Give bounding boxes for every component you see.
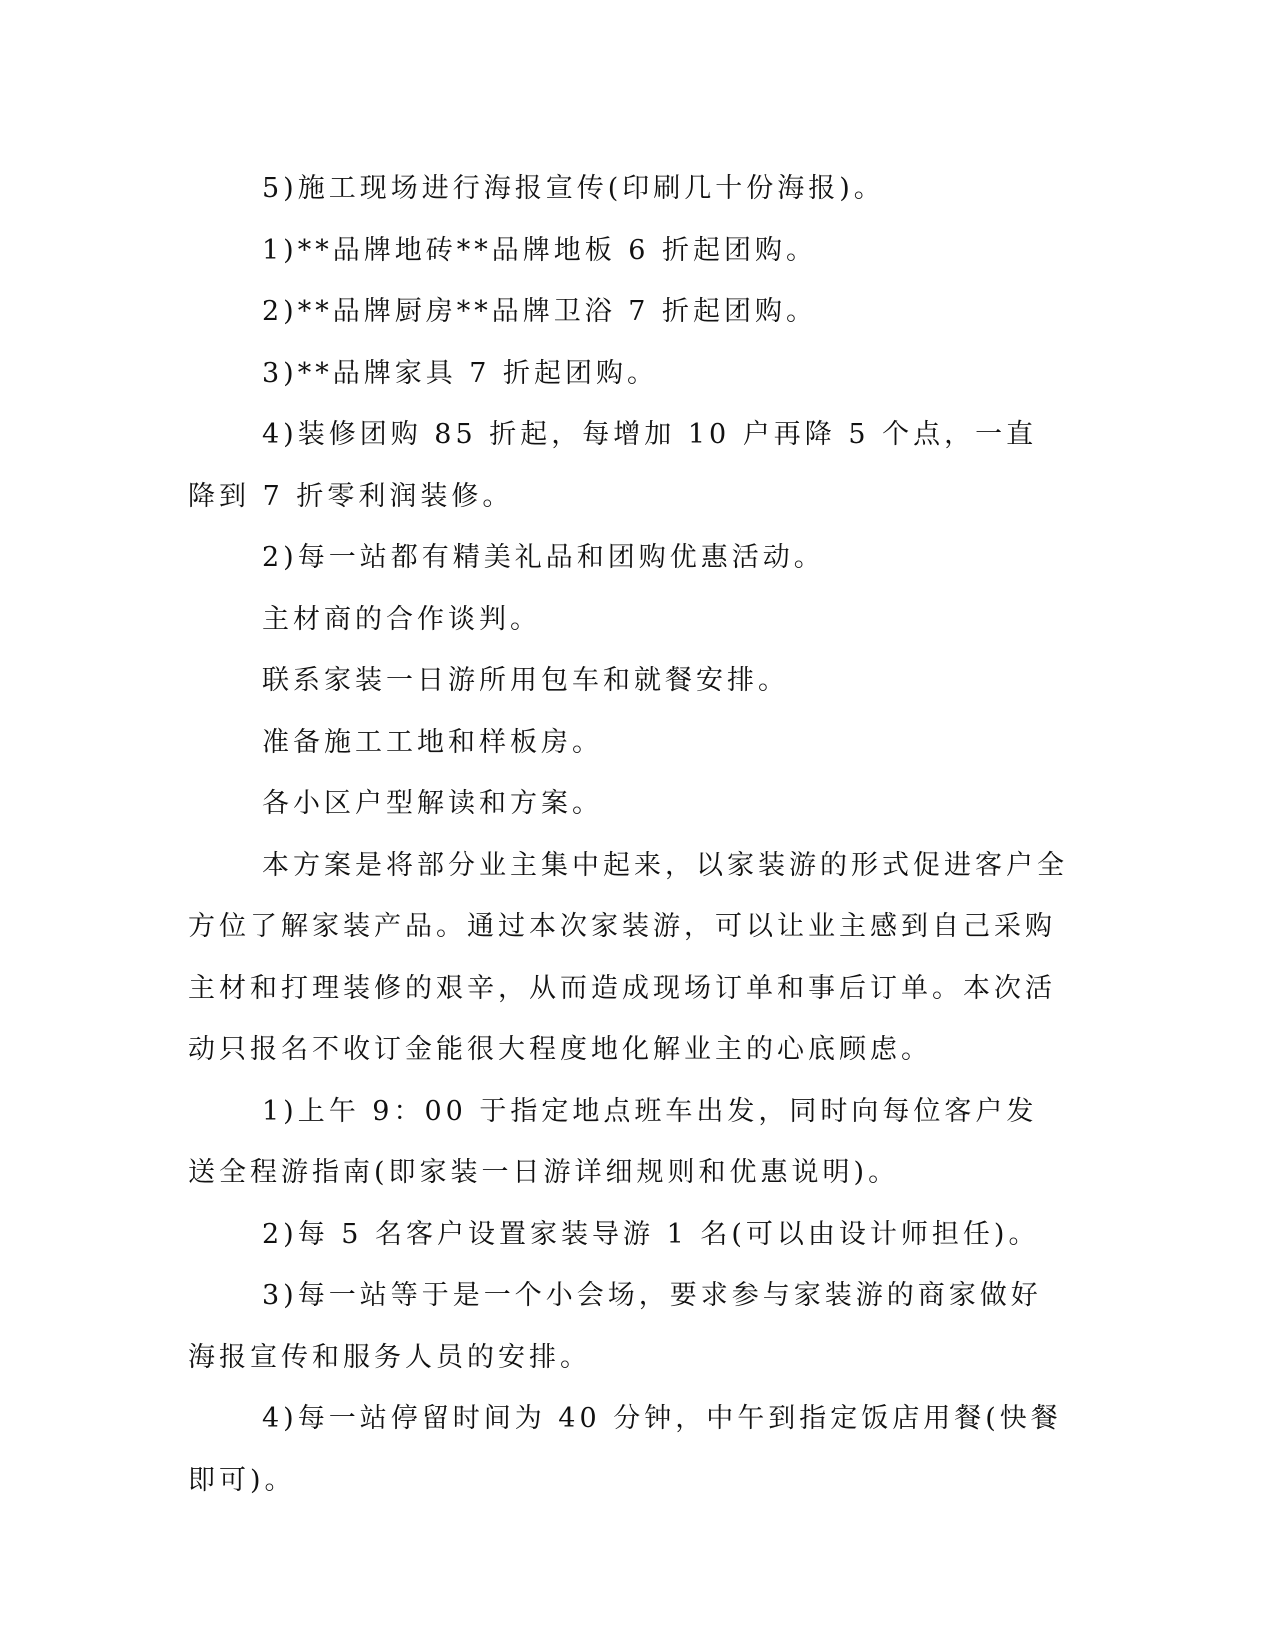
paragraph-6: 2)每一站都有精美礼品和团购优惠活动。 — [262, 542, 825, 573]
document-body — [188, 158, 1068, 1511]
paragraph-1: 5)施工现场进行海报宣传(印刷几十份海报)。 — [262, 173, 885, 204]
paragraph-15: 4)每一站停留时间为 40 分钟，中午到指定饭店用餐(快餐即可)。 — [188, 1403, 1062, 1496]
paragraph-2: 1)**品牌地砖**品牌地板 6 折起团购。 — [262, 234, 818, 266]
paragraph-11: 本方案是将部分业主集中起来，以家装游的形式促进客户全方位了解家装产品。通过本次家装游，可以让业主感到自己采购主材和打理装修的艰辛，从而造成现场订单和事后订单。本次活动只报名不收订金能很大程度地化解业主的心底顾虑。 — [188, 849, 1068, 1065]
paragraph-10: 各小区户型解读和方案。 — [262, 788, 603, 819]
paragraph-13: 2)每 5 名客户设置家装导游 1 名(可以由设计师担任)。 — [262, 1218, 1040, 1250]
paragraph-8: 联系家装一日游所用包车和就餐安排。 — [262, 665, 789, 696]
paragraph-9: 准备施工工地和样板房。 — [262, 726, 603, 758]
paragraph-3: 2)**品牌厨房**品牌卫浴 7 折起团购。 — [262, 296, 818, 327]
paragraph-5: 4)装修团购 85 折起，每增加 10 户再降 5 个点，一直降到 7 折零利润装修。 — [188, 419, 1038, 512]
paragraph-14: 3)每一站等于是一个小会场，要求参与家装游的商家做好海报宣传和服务人员的安排。 — [188, 1280, 1042, 1373]
paragraph-4: 3)**品牌家具 7 折起团购。 — [262, 357, 659, 389]
paragraph-7: 主材商的合作谈判。 — [262, 603, 541, 635]
paragraph-12: 1)上午 9：00 于指定地点班车出发，同时向每位客户发送全程游指南(即家装一日游详细规则和优惠说明)。 — [188, 1095, 1038, 1188]
